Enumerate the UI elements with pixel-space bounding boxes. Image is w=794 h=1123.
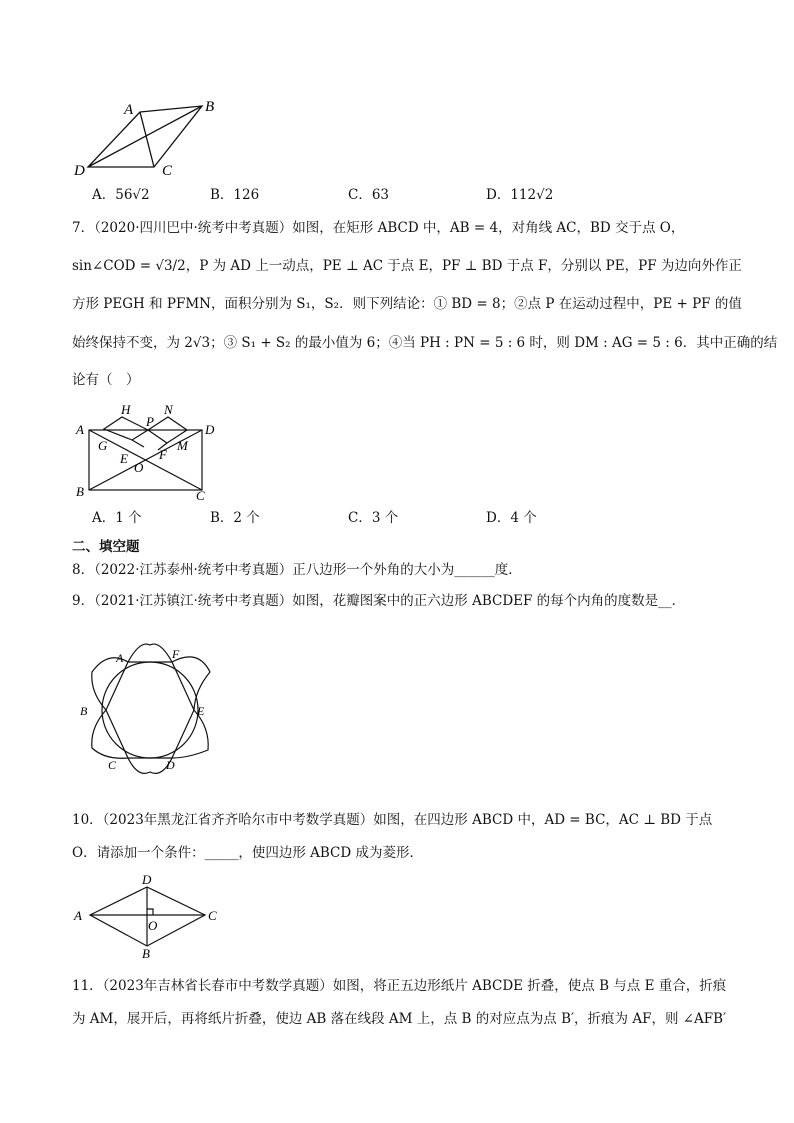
q8-text: 8．（2022·江苏泰州·统考中考真题）正八边形一个外角的大小为______度． bbox=[72, 562, 522, 578]
q7-line-2: sin∠COD = √3/2，P 为 AD 上一动点，PE ⊥ AC 于点 E，PF ⊥ BD 于点 F，分别以 PE，PF 为边向外作正 bbox=[72, 258, 742, 274]
q9-text: 9．（2021·江苏镇江·统考中考真题）如图，花瓣图案中的正六边形 ABCDEF 的每个内角的度数是__． bbox=[72, 593, 686, 609]
q10-label-b: B bbox=[142, 946, 150, 960]
q10-label-d: D bbox=[142, 872, 152, 887]
q6-option-a[interactable]: A．56√2 bbox=[92, 187, 150, 203]
q6-label-a: A bbox=[124, 102, 134, 118]
q7-option-c[interactable]: C．3 个 bbox=[348, 510, 399, 526]
q7-label-c: C bbox=[196, 488, 205, 503]
q10-line-1: 10．（2023年黑龙江省齐齐哈尔市中考数学真题）如图，在四边形 ABCD 中，AD = BC，AC ⊥ BD 于点 bbox=[72, 812, 713, 828]
q9-label-c: C bbox=[108, 758, 117, 772]
q9-label-b: B bbox=[80, 704, 88, 718]
q11-line-2: 为 AM，展开后，再将纸片折叠，使边 AB 落在线段 AM 上，点 B 的对应点为点 B′，折痕为 AF，则 ∠AFB′ bbox=[72, 1011, 727, 1027]
q7-label-a: A bbox=[76, 422, 84, 437]
q9-label-e: E bbox=[197, 704, 205, 718]
q7-label-g: G bbox=[98, 438, 108, 453]
q6-parallelogram-figure bbox=[70, 95, 230, 180]
q11-line-1: 11．（2023年吉林省长春市中考数学真题）如图，将正五边形纸片 ABCDE 折叠，使点 B 与点 E 重合，折痕 bbox=[72, 978, 727, 994]
q7-option-b[interactable]: B．2 个 bbox=[210, 510, 260, 526]
q7-rectangle-figure bbox=[72, 400, 222, 505]
q9-label-f: F bbox=[172, 647, 180, 661]
q7-label-o: O bbox=[134, 460, 144, 475]
q9-label-a: A bbox=[116, 651, 124, 665]
q6-label-c: C bbox=[162, 163, 173, 179]
q9-label-d: D bbox=[166, 758, 175, 772]
q7-label-m: M bbox=[177, 438, 188, 453]
q7-label-n: N bbox=[164, 402, 173, 417]
q7-label-h: H bbox=[121, 402, 131, 417]
q7-label-b: B bbox=[76, 484, 84, 499]
q10-label-a: A bbox=[74, 908, 82, 923]
q7-label-p: P bbox=[146, 414, 154, 429]
q6-option-c[interactable]: C．63 bbox=[348, 187, 390, 203]
q6-label-d: D bbox=[74, 163, 85, 179]
q10-label-o: O bbox=[148, 918, 158, 933]
q9-hexagon-figure bbox=[70, 640, 230, 780]
q10-line-2: O．请添加一个条件：_____，使四边形 ABCD 成为菱形． bbox=[72, 845, 423, 861]
q7-option-d[interactable]: D．4 个 bbox=[486, 510, 537, 526]
section-heading: 二、填空题 bbox=[72, 539, 140, 555]
q7-line-5: 论有（ ） bbox=[72, 372, 140, 388]
q6-label-b: B bbox=[205, 99, 215, 115]
q6-option-b[interactable]: B．126 bbox=[210, 187, 260, 203]
q7-line-3: 方形 PEGH 和 PFMN，面积分别为 S₁，S₂．则下列结论：① BD = 8；②点 P 在运动过程中，PE + PF 的值 bbox=[72, 296, 742, 312]
q7-label-f: F bbox=[159, 447, 167, 462]
q7-label-e: E bbox=[120, 451, 128, 466]
q6-option-d[interactable]: D．112√2 bbox=[486, 187, 554, 203]
q7-option-a[interactable]: A．1 个 bbox=[92, 510, 142, 526]
q7-label-d: D bbox=[205, 422, 215, 437]
q10-rhombus-figure bbox=[70, 870, 230, 960]
q7-line-1: 7．（2020·四川巴中·统考中考真题）如图，在矩形 ABCD 中，AB = 4，对角线 AC，BD 交于点 O， bbox=[72, 220, 685, 236]
q10-label-c: C bbox=[208, 908, 217, 923]
q7-line-4: 始终保持不变，为 2√3；③ S₁ + S₂ 的最小值为 6；④当 PH : PN = 5 : 6 时，则 DM : AG = 5 : 6．其中正确的结 bbox=[72, 335, 778, 351]
